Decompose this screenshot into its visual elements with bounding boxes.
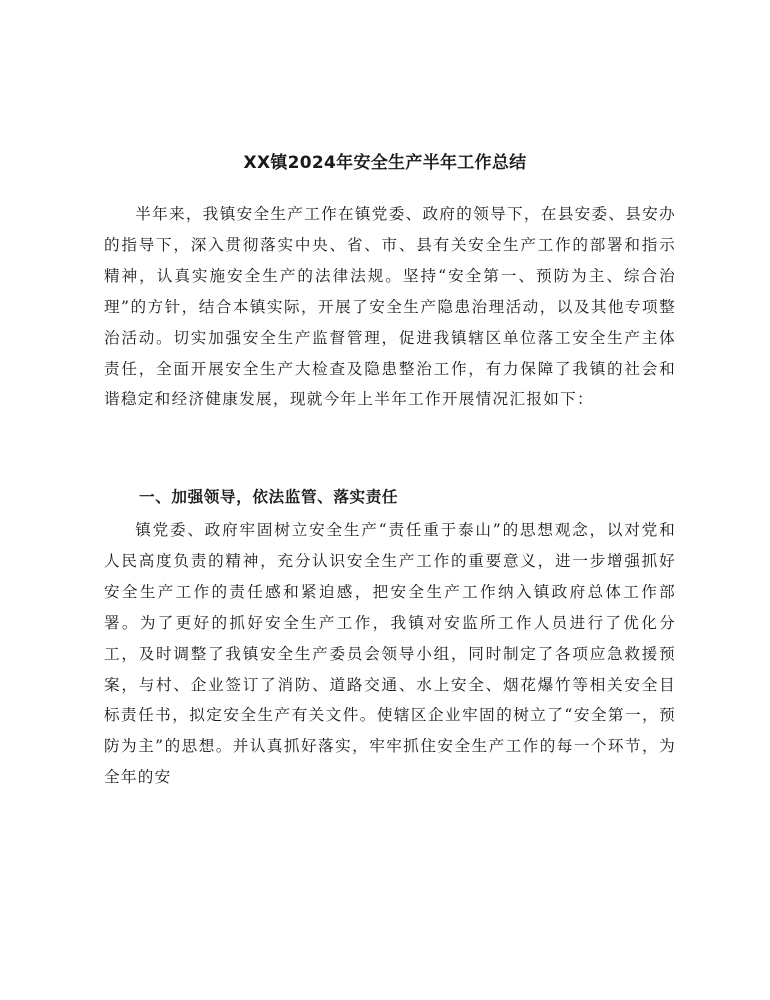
document-title: XX镇2024年安全生产半年工作总结: [243, 153, 527, 173]
intro-paragraph: 半年来，我镇安全生产工作在镇党委、政府的领导下，在县安委、县安办的指导下，深入贯彻落实中央、省、市、县有关安全生产工作的部署和指示精神，认真实施安全生产的法律法规。坚持“安全第一、预防为主、综合治理”的方针，结合本镇实际，开展了安全生产隐患治理活动，以及其他专项整治活动。切实加强安全生产监督管理，促进我镇辖区单位落工安全生产主体责任，全面开展安全生产大检查及隐患整治工作，有力保障了我镇的社会和谐稳定和经济健康发展，现就今年上半年工作开展情况汇报如下：: [104, 205, 676, 409]
section-paragraph: 镇党委、政府牢固树立安全生产“责任重于泰山”的思想观念，以对党和人民高度负责的精神，充分认识安全生产工作的重要意义，进一步增强抓好安全生产工作的责任感和紧迫感，把安全生产工作纳入镇政府总体工作部署。为了更好的抓好安全生产工作，我镇对安监所工作人员进行了优化分工，及时调整了我镇安全生产委员会领导小组，同时制定了各项应急救援预案，与村、企业签订了消防、道路交通、水上安全、烟花爆竹等相关安全目标责任书，拟定安全生产有关文件。使辖区企业牢固的树立了“安全第一，预防为主”的思想。并认真抓好落实，牢牢抓住安全生产工作的每一个环节，为全年的安: [104, 521, 676, 787]
section-heading: 一、加强领导，依法监管、落实责任: [139, 488, 399, 506]
